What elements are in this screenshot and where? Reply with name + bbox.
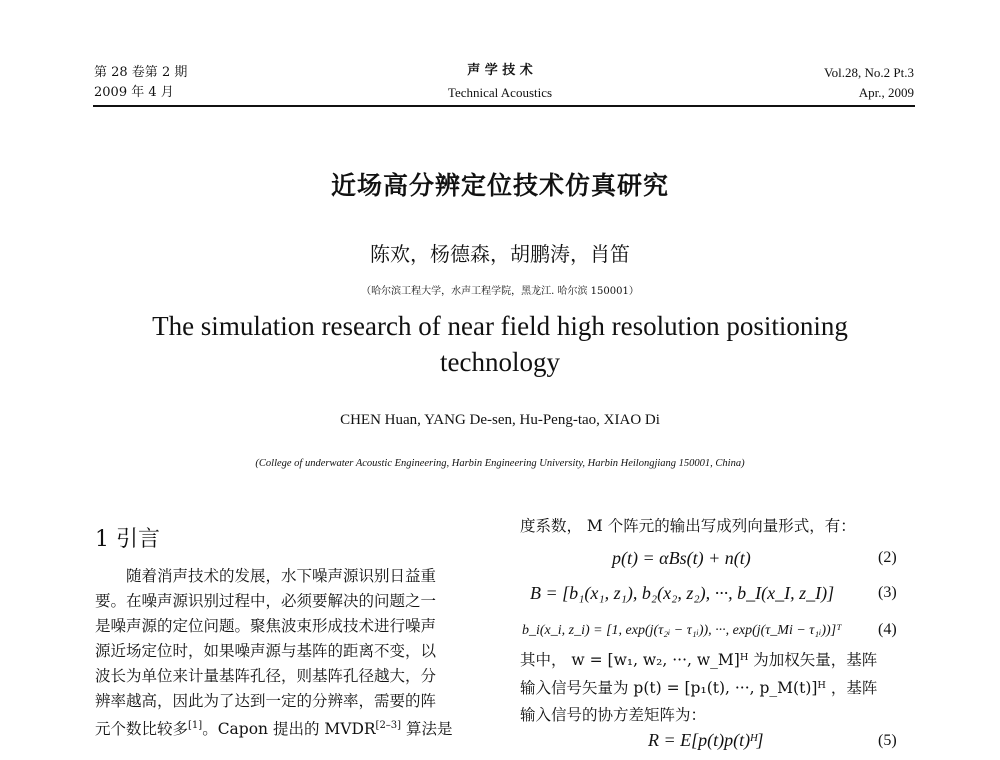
equation-number: (3) — [878, 584, 897, 601]
section-body — [95, 566, 487, 739]
journal-name-cn: 声 学 技 术 — [467, 63, 533, 78]
journal-name-en: Technical Acoustics — [447, 85, 553, 100]
body-line: 源近场定位时，如果噪声源与基阵的距离不变，以 — [95, 642, 437, 660]
covariance-line: 输入信号的协方差矩阵为： — [520, 706, 707, 724]
paper-title-en-line2: technology — [440, 347, 560, 377]
journal-issue-date: Apr., 2009 — [858, 85, 914, 100]
header-rule — [93, 105, 915, 107]
body-text: 元个数比较多 — [95, 720, 189, 739]
equation-number: (4) — [878, 621, 897, 638]
equation-2: p(t) = αBs(t) + n(t) — [612, 548, 751, 568]
paper-title-en-line1: The simulation research of near field high resolution positioning — [152, 311, 848, 341]
equation-number: (5) — [878, 732, 897, 749]
body-line: 随着消声技术的发展，水下噪声源识别日益重 — [126, 567, 437, 585]
equation-4: b_i(x_i, z_i) = [1, exp(j(τ₂ᵢ − τ₁ᵢ)), ···, exp(j(τ_Mi − τ₁ᵢ))]ᵀ — [522, 623, 842, 638]
section-heading: 1 引言 — [95, 527, 160, 552]
authors-cn: 陈欢，杨德森，胡鹏涛，肖笛 — [370, 242, 630, 266]
equation-number: (2) — [878, 549, 897, 566]
affiliation-cn: （哈尔滨工程大学，水声工程学院，黑龙江. 哈尔滨 150001） — [361, 286, 639, 297]
journal-date: 2009 年 4 月 — [94, 85, 174, 100]
body-text: 。Capon 提出的 MVDR — [202, 720, 376, 739]
body-line: 要。在噪声源识别过程中，必须要解决的问题之一 — [95, 592, 437, 610]
citation-ref[interactable]: [2–3] — [375, 720, 402, 731]
body-line: 辨率越高，因此为了达到一定的分辨率，需要的阵 — [95, 692, 437, 710]
affiliation-en: (College of underwater Acoustic Engineering, Harbin Engineering University, Harbin Heilongjiang 150001, China) — [255, 458, 745, 469]
body-line-with-refs — [95, 716, 487, 739]
body-line: 是噪声源的定位问题。聚焦波束形成技术进行噪声 — [95, 617, 437, 635]
where-line: 其中， w = [w₁, w₂, ···, w_M]ᴴ 为加权矢量，基阵 — [520, 651, 878, 669]
body-text: 算法是 — [401, 720, 453, 739]
signal-line: 输入信号矢量为 p(t) = [p₁(t), ···, p_M(t)]ᴴ ，基阵 — [520, 679, 878, 697]
equation-3: B = [b₁(x₁, z₁), b₂(x₂, z₂), ···, b_I(x_I, z_I)] — [530, 583, 835, 603]
authors-en: CHEN Huan, YANG De-sen, Hu-Peng-tao, XIAO Di — [340, 412, 660, 428]
intro-line: 度系数， M 个阵元的输出写成列向量形式，有： — [520, 517, 856, 535]
citation-ref[interactable]: [1] — [188, 720, 203, 731]
paper-title-cn: 近场高分辨定位技术仿真研究 — [330, 171, 669, 200]
equation-5: R = E[p(t)p(t)ᴴ] — [648, 730, 764, 750]
journal-volume: 第 28 卷第 2 期 — [94, 65, 188, 80]
body-line: 波长为单位来计量基阵孔径，则基阵孔径越大，分 — [95, 667, 437, 685]
journal-issue: Vol.28, No.2 Pt.3 — [823, 65, 914, 80]
